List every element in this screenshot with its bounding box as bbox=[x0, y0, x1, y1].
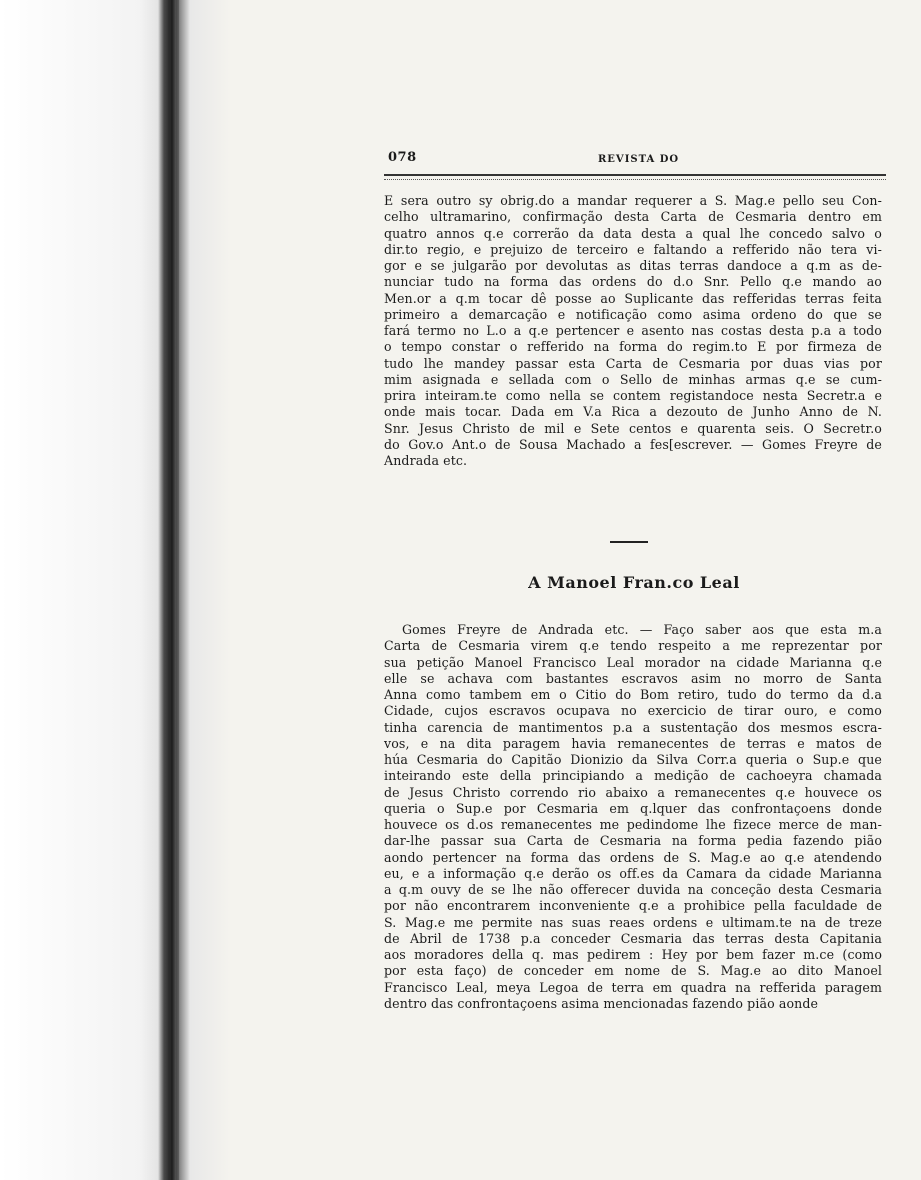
page-header bbox=[384, 148, 884, 170]
text-line: do Gov.o Ant.o de Sousa Machado a fes[escrever. — Gomes Freyre de bbox=[384, 436, 882, 452]
text-line: Snr. Jesus Christo de mil e Sete centos e quarenta seis. O Secretr.o bbox=[384, 420, 882, 436]
text-line: o tempo constar o refferido na forma do regim.to E por firmeza de bbox=[384, 339, 882, 355]
text-line: nunciar tudo na forma das ordens do d.o Snr. Pello q.e mando ao bbox=[384, 274, 882, 290]
page-number: 078 bbox=[388, 150, 417, 165]
text-line: dir.to regio, e prejuizo de terceiro e faltando a refferido não tera vi- bbox=[384, 241, 882, 257]
text-line: houvece os d.os remanecentes me pedindome lhe fizece merce de man- bbox=[384, 817, 882, 832]
scanned-page bbox=[384, 148, 884, 1011]
text-line: quatro annos q.e correrão da data desta a qual lhe concedo salvo o bbox=[384, 225, 882, 241]
text-line: aondo pertencer na forma das ordens de S. Mag.e ao q.e atendendo bbox=[384, 849, 882, 865]
text-line: Anna como tambem em o Citio do Bom retiro, tudo do termo da d.a bbox=[384, 687, 882, 702]
text-line: prira inteiram.te como nella se contem registandoce nesta Secretr.a e bbox=[384, 388, 882, 403]
text-line: onde mais tocar. Dada em V.a Rica a dezouto de Junho Anno de N. bbox=[384, 404, 882, 420]
text-line: Carta de Cesmaria virem q.e tendo respeito a me reprezentar por bbox=[384, 638, 882, 654]
text-line: mim asignada e sellada com o Sello de minhas armas q.e se cum- bbox=[384, 371, 882, 387]
text-line: tudo lhe mandey passar esta Carta de Cesmaria por duas vias por bbox=[384, 355, 882, 371]
text-line: Gomes Freyre de Andrada etc. — Faço saber aos que esta m.a bbox=[402, 622, 882, 637]
text-line: tinha carencia de mantimentos p.a a sustentação dos mesmos escra- bbox=[384, 719, 882, 735]
text-line: por esta faço) de conceder em nome de S. Mag.e ao dito Manoel bbox=[384, 963, 882, 979]
text-line: fará termo no L.o a q.e pertencer e asento nas costas desta p.a a todo bbox=[384, 323, 882, 338]
text-line: queria o Sup.e por Cesmaria em q.lquer das confrontaçoens donde bbox=[384, 800, 882, 816]
text-line: húa Cesmaria do Capitão Dionizio da Silva Corr.a queria o Sup.e que bbox=[384, 752, 882, 767]
text-line: Cidade, cujos escravos ocupava no exercicio de tirar ouro, e como bbox=[384, 703, 882, 719]
section-title: A Manoel Fran.co Leal bbox=[528, 573, 740, 592]
text-line: celho ultramarino, confirmação desta Carta de Cesmaria dentro em bbox=[384, 209, 882, 225]
text-line: vos, e na dita paragem havia remanecentes de terras e matos de bbox=[384, 735, 882, 751]
text-line: dentro das confrontaçoens asima mencionadas fazendo pião aonde bbox=[384, 995, 819, 1011]
text-line: inteirando este della principiando a medição de cachoeyra chamada bbox=[384, 768, 882, 784]
binding-shadow-line bbox=[168, 0, 171, 1180]
binding-shadow-line bbox=[176, 0, 179, 1180]
text-line: por não encontrarem inconveniente q.e a prohibice pella faculdade de bbox=[384, 898, 882, 914]
header-rule bbox=[384, 174, 886, 180]
book-binding-gutter bbox=[0, 0, 230, 1180]
text-line: Francisco Leal, meya Legoa de terra em quadra na refferida paragem bbox=[384, 979, 882, 995]
text-line: E sera outro sy obrig.do a mandar requerer a S. Mag.e pello seu Con- bbox=[384, 193, 882, 208]
text-line: Andrada etc. bbox=[384, 453, 468, 468]
text-line: a q.m ouvy de se lhe não offerecer duvida na conceção desta Cesmaria bbox=[384, 882, 882, 897]
paragraph-manoel-francisco-leal bbox=[384, 622, 882, 1012]
paragraph-carta-de-cesmaria-end bbox=[384, 193, 882, 469]
section-separator bbox=[610, 541, 648, 543]
text-line: Men.or a q.m tocar dê posse ao Suplicante das refferidas terras feita bbox=[384, 290, 882, 306]
running-title: REVISTA DO bbox=[598, 154, 680, 165]
text-line: gor e se julgarão por devolutas as ditas terras dandoce a q.m as de- bbox=[384, 258, 882, 273]
text-line: dar-lhe passar sua Carta de Cesmaria na forma pedia fazendo pião bbox=[384, 833, 882, 849]
text-line: de Jesus Christo correndo rio abaixo a remanecentes q.e houvece os bbox=[384, 784, 882, 800]
text-line: S. Mag.e me permite nas suas reaes ordens e ultimam.te na de treze bbox=[384, 914, 882, 930]
text-line: sua petição Manoel Francisco Leal morador na cidade Marianna q.e bbox=[384, 654, 882, 670]
text-line: elle se achava com bastantes escravos asim no morro de Santa bbox=[384, 670, 882, 686]
text-line: eu, e a informação q.e derão os off.es da Camara da cidade Marianna bbox=[384, 865, 882, 881]
text-line: primeiro a demarcação e notificação como asima ordeno do que se bbox=[384, 306, 882, 322]
text-line: aos moradores della q. mas pedirem : Hey por bem fazer m.ce (como bbox=[384, 947, 882, 962]
text-line: de Abril de 1738 p.a conceder Cesmaria das terras desta Capitania bbox=[384, 930, 882, 946]
